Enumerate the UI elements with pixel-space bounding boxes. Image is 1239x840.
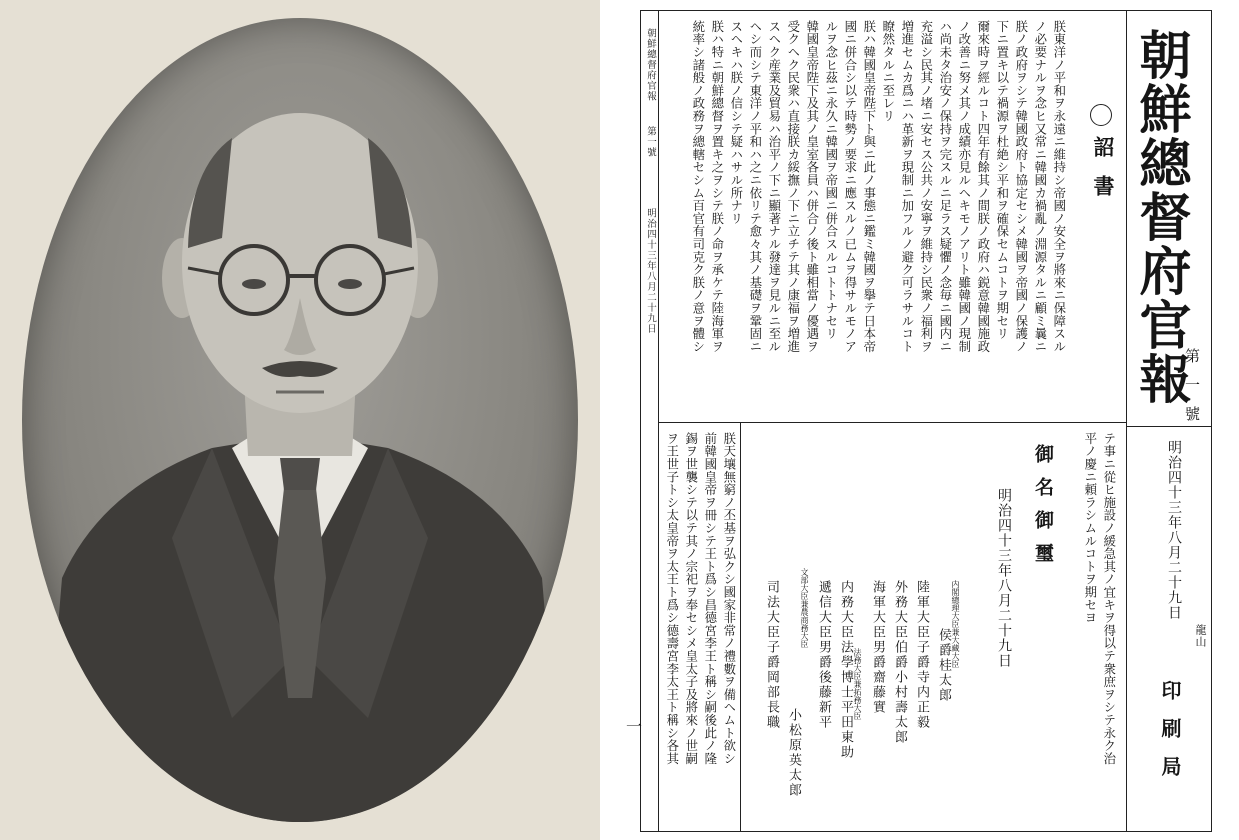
rescript-line: 統率シ諸般ノ政務ヲ總轄セシム百官有司克ク朕ノ意ヲ體シ: [690, 20, 706, 353]
rescript-line: 下ニ置キ以テ禍源ヲ杜絶シ平和ヲ確保セムコトヲ期セリ: [994, 20, 1010, 340]
minister-signature: 侯爵桂太郎: [936, 628, 951, 703]
edict-line: 錫ヲ世襲シテ以テ其ノ宗祀ヲ奉セシメ皇太子及將來ノ世嗣: [683, 432, 699, 765]
minister-title-tag: 内閣總理大臣兼大藏大臣: [951, 580, 960, 668]
edict-line: ヲ王世子トシ太皇帝ヲ太王ト爲シ德壽宮李太王ト稱シ各其: [664, 432, 680, 765]
edge-journal: 朝鮮總督府官報: [645, 28, 656, 102]
minister-signature: 陸軍大臣子爵寺内正毅: [914, 580, 929, 730]
minister-title-tag: 文部大臣兼農商務大臣: [800, 568, 809, 648]
rescript-line: ノ必要ナルヲ念ヒ又常ニ韓國カ禍亂ノ淵源タルニ顧ミ曩ニ: [1032, 20, 1048, 353]
rescript-line: 朕ノ政府ヲシテ韓國政府ト協定セシメ韓國ヲ帝國ノ保護ノ: [1013, 20, 1029, 353]
rescript-line: 朕東洋ノ平和ヲ永遠ニ維持シ帝國ノ安全ヲ將來ニ保障スル: [1051, 20, 1067, 353]
imperial-seal-text: 御名御璽: [1032, 444, 1054, 576]
minister-signature: 外務大臣伯爵小村壽太郎: [892, 580, 907, 745]
rescript-line: 増進セムカ爲ニハ革新ヲ現制ニ加フルノ避ク可ラサルコト: [899, 20, 915, 353]
edge-issue: 第一號: [645, 126, 656, 158]
rescript-line: 朕ハ特ニ朝鮮總督ヲ置キ之ヲシテ朕ノ命ヲ承ケテ陸海軍ヲ: [709, 20, 725, 353]
portrait-photo-panel: [0, 0, 600, 840]
portrait-oval: [22, 18, 578, 822]
page-number: 一: [626, 717, 643, 736]
edict-divider: [740, 422, 741, 832]
rescript-title: 詔書: [1091, 136, 1116, 214]
minister-title-tag: 法務大臣兼拓務大臣: [853, 648, 862, 720]
masthead-date: 明治四十三年八月二十九日: [1166, 440, 1182, 620]
rescript-line: 朕ハ韓國皇帝陛下ト與ニ此ノ事態ニ鑑ミ韓國ヲ擧テ日本帝: [861, 20, 877, 353]
rescript-line: ヘシ而シテ東洋ノ平和ハ之ニ依リテ愈々其ノ基礎ヲ鞏固ニ: [747, 20, 763, 353]
minister-signature: 内務大臣法學博士平田東助: [838, 580, 853, 760]
rescript-line: ノ改善ニ努メ其ノ成績亦見ルヘキモノアリト雖韓國ノ現制: [956, 20, 972, 353]
rescript-line: 韓國皇帝陛下及其ノ皇室各員ハ併合ノ後ト雖相當ノ優遇ヲ: [804, 20, 820, 353]
gazette-page: [626, 8, 1222, 832]
rescript-continuation: テ事ニ從ヒ施設ノ緩急其ノ宜キヲ得以テ衆庶ヲシテ永ク治: [1101, 432, 1117, 765]
minister-signature: 小松原英太郎: [786, 708, 801, 798]
rescript-line: 瞭然タルニ至レリ: [880, 20, 896, 123]
edge-date: 明治四十三年八月二十九日: [645, 208, 656, 334]
rescript-line: 爾來時ヲ經ルコト四年有餘其ノ間朕ノ政府ハ鋭意韓國施政: [975, 20, 991, 353]
minister-signature: 遞信大臣男爵後藤新平: [816, 580, 831, 730]
rescript-line: 充溢シ民其ノ堵ニ安セス公共ノ安寧ヲ維持シ民衆ノ福利ヲ: [918, 20, 934, 353]
circle-mark-icon: [1090, 104, 1112, 126]
portrait-figure: [22, 18, 578, 822]
rescript-line: 受クヘク民衆ハ直接朕カ綏撫ノ下ニ立チテ其ノ康福ヲ増進: [785, 20, 801, 353]
rescript-line: ハ尚未タ治安ノ保持ヲ完スルニ足ラス疑懼ノ念毎ニ國内ニ: [937, 20, 953, 353]
issue-number: 第一號: [1183, 348, 1201, 435]
section-divider: [658, 422, 1126, 423]
minister-signature: 司法大臣子爵岡部長職: [764, 580, 779, 730]
edict-line: 前韓國皇帝ヲ冊シテ王ト爲シ昌德宮李王ト稱シ嗣後此ノ隆: [702, 432, 718, 765]
masthead-divider: [1126, 10, 1127, 832]
rescript-line: スヘク産業及貿易ハ治平ノ下ニ顯著ナル發達ヲ見ルニ至ル: [766, 20, 782, 353]
publisher-place: 龍山: [1194, 624, 1207, 648]
minister-signature: 海軍大臣男爵齋藤實: [870, 580, 885, 715]
rescript-continuation: 平ノ慶ニ頼ラシムルコトヲ期セヨ: [1082, 432, 1098, 624]
rescript-line: 國ニ併合シ以テ時勢ノ要求ニ應スルノ已ムヲ得サルモノア: [842, 20, 858, 353]
rescript-line: スヘキハ朕ノ信シテ疑ハサル所ナリ: [728, 20, 744, 225]
edict-line: 朕天壤無窮ノ丕基ヲ弘クシ國家非常ノ禮數ヲ備ヘムト欲シ: [721, 432, 737, 765]
rescript-line: ルヲ念ヒ茲ニ永久ニ韓國ヲ帝國ニ併合スルコトトナセリ: [823, 20, 839, 340]
publisher: 印刷局: [1158, 680, 1182, 794]
signature-date: 明治四十三年八月二十九日: [996, 488, 1012, 668]
masthead-title: 朝鮮總督府官報: [1130, 28, 1191, 406]
edge-divider: [658, 10, 659, 832]
